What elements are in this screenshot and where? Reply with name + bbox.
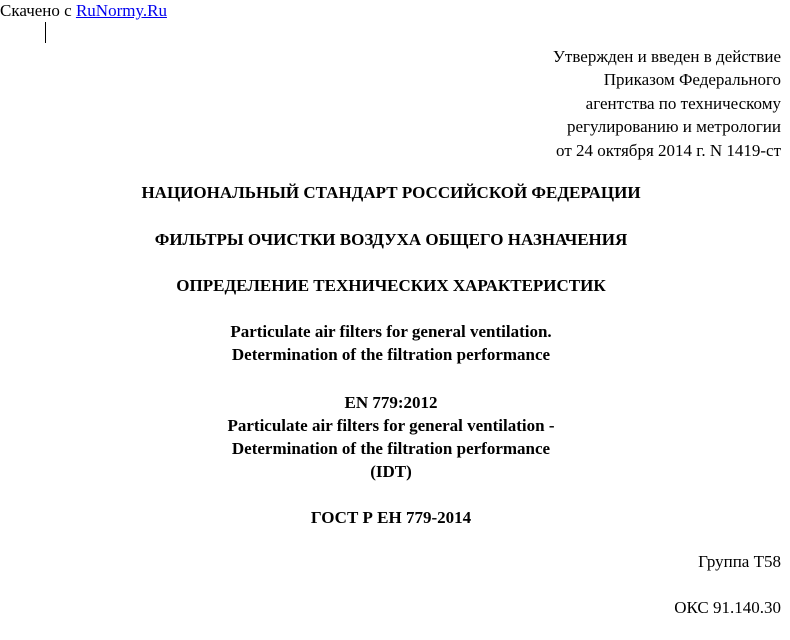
- source-prefix: Скачено с: [0, 1, 76, 20]
- oks-code: ОКС 91.140.30: [674, 598, 781, 617]
- english-title: [0, 320, 782, 366]
- approval-line: от 24 октября 2014 г. N 1419-ст: [556, 140, 781, 160]
- approval-line: регулированию и метрологии: [566, 117, 781, 137]
- approval-block: [553, 45, 781, 162]
- en-reference-line: Determination of the filtration performance: [231, 439, 551, 458]
- en-reference: [0, 391, 782, 483]
- equivalence-label: (IDT): [370, 462, 412, 481]
- national-standard-title: НАЦИОНАЛЬНЫЙ СТАНДАРТ РОССИЙСКОЙ ФЕДЕРАЦИИ: [141, 183, 641, 202]
- en-reference-line: Particulate air filters for general ventilation -: [227, 416, 555, 435]
- source-line: [0, 1, 167, 21]
- approval-line: Приказом Федерального: [603, 70, 781, 90]
- approval-line: агентства по техническому: [585, 93, 781, 113]
- group-code: Группа Т58: [698, 552, 781, 571]
- subtitle: ОПРЕДЕЛЕНИЕ ТЕХНИЧЕСКИХ ХАРАКТЕРИСТИК: [176, 276, 606, 295]
- english-title-line: Determination of the filtration performance: [231, 345, 551, 364]
- text-cursor: [45, 22, 46, 43]
- runormy-link[interactable]: RuNormy.Ru: [75, 1, 167, 20]
- en-code: EN 779:2012: [344, 393, 438, 412]
- english-title-line: Particulate air filters for general ventilation.: [230, 322, 552, 341]
- gost-designation: ГОСТ Р ЕН 779-2014: [310, 508, 472, 527]
- subject-title: ФИЛЬТРЫ ОЧИСТКИ ВОЗДУХА ОБЩЕГО НАЗНАЧЕНИЯ: [154, 230, 628, 249]
- approval-line: Утвержден и введен в действие: [552, 47, 781, 66]
